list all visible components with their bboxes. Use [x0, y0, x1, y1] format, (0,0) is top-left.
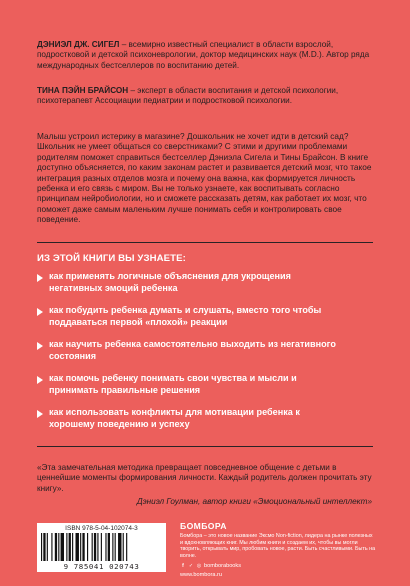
learn-item — [37, 305, 337, 328]
social-links — [180, 563, 241, 569]
learn-item-text: как побудить ребенка думать и слушать, вместо того чтобы поддаваться первой «плохой» реакции — [49, 305, 322, 327]
learn-item-text: как помочь ребенку понимать свои чувства и мысли и принимать правильные решения — [49, 373, 297, 395]
triangle-bullet-icon — [37, 376, 43, 384]
review-quote-author: Дэниэл Гоулман, автор книги «Эмоциональный интеллект» — [136, 497, 372, 506]
instagram-icon: ◎ — [196, 563, 202, 569]
learn-item-text: как применять логичные объяснения для укрощения негативных эмоций ребенка — [49, 271, 291, 293]
learn-item-text: как научить ребенка самостоятельно выходить из негативного состояния — [49, 339, 336, 361]
book-description: Малыш устроил истерику в магазине? Дошкольник не хочет идти в детский сад? Школьник не умеет общаться со сверстниками? С этими и другими проблемами родителям поможет справиться бестселлер Дэниэла Сигела и Тины Брайсон. В книге доступно объясняется, по каким законам растет и развивается детский мозг, что такое интеграция разных отделов мозга и почему она важна, как формируется личность ребенка и его связь с миром. Вы не только узнаете, как воспитывать согласно принципам нейробиологии, но и сможете рассказать детям, как работает их мозг, что поможет даже самым маленьким лучше понимать себя и контролировать свое поведение. — [37, 131, 372, 225]
publisher-logo: БОМБОРА — [180, 521, 227, 531]
author-name: ДЭНИЭЛ ДЖ. СИГЕЛ — [37, 40, 120, 49]
author-bio-text: – всемирно известный специалист в области взрослой, подростковой и детской психоневрологии, доктор медицинских наук (M.D.). Автор ряда международных бестселлеров по воспитанию детей. — [37, 40, 370, 70]
learn-item-text: как использовать конфликты для мотивации ребенка к хорошему поведению и успеху — [49, 407, 300, 429]
publisher-website: www.bombora.ru — [180, 572, 222, 578]
isbn-number: ISBN 978-5-04-102074-3 — [65, 525, 138, 532]
learn-item — [37, 339, 337, 362]
triangle-bullet-icon — [37, 342, 43, 350]
author-bio-text: – эксперт в области воспитания и детской психологии, психотерапевт Ассоциации педиатрии и подростковой психологии. — [37, 86, 339, 106]
isbn-barcode — [37, 523, 166, 572]
learn-item — [37, 407, 337, 430]
learn-section-title: ИЗ ЭТОЙ КНИГИ ВЫ УЗНАЕТЕ: — [37, 253, 186, 264]
divider-bottom — [37, 446, 373, 447]
author-name: ТИНА ПЭЙН БРАЙСОН — [37, 86, 129, 95]
social-handle: bomborabooks — [204, 563, 242, 569]
review-quote: «Эта замечательная методика превращает повседневное общение с детьми в ценнейшие моменты формирования личности. Каждый родитель должен прочитать эту книгу». — [37, 463, 372, 493]
triangle-bullet-icon — [37, 308, 43, 316]
author-bio-siegel — [37, 40, 377, 71]
learn-item — [37, 373, 337, 396]
triangle-bullet-icon — [37, 410, 43, 418]
triangle-bullet-icon — [37, 274, 43, 282]
author-bio-bryson — [37, 86, 377, 107]
publisher-description: Бомбора – это новое название Эксмо Non-fiction, лидера на рынке полезных и вдохновляющих книг. Мы любим книги и создаем их, чтобы вы могли творить, открывать мир, пробовать новое, расти. Быть счастливыми. Быть на волне. — [180, 533, 376, 560]
facebook-icon: f — [182, 563, 184, 569]
barcode-digits: 9 785041 020743 — [63, 562, 140, 571]
barcode-icon — [41, 533, 162, 561]
vk-icon: ✓ — [188, 563, 194, 569]
learn-item — [37, 271, 337, 294]
divider-top — [37, 242, 373, 243]
